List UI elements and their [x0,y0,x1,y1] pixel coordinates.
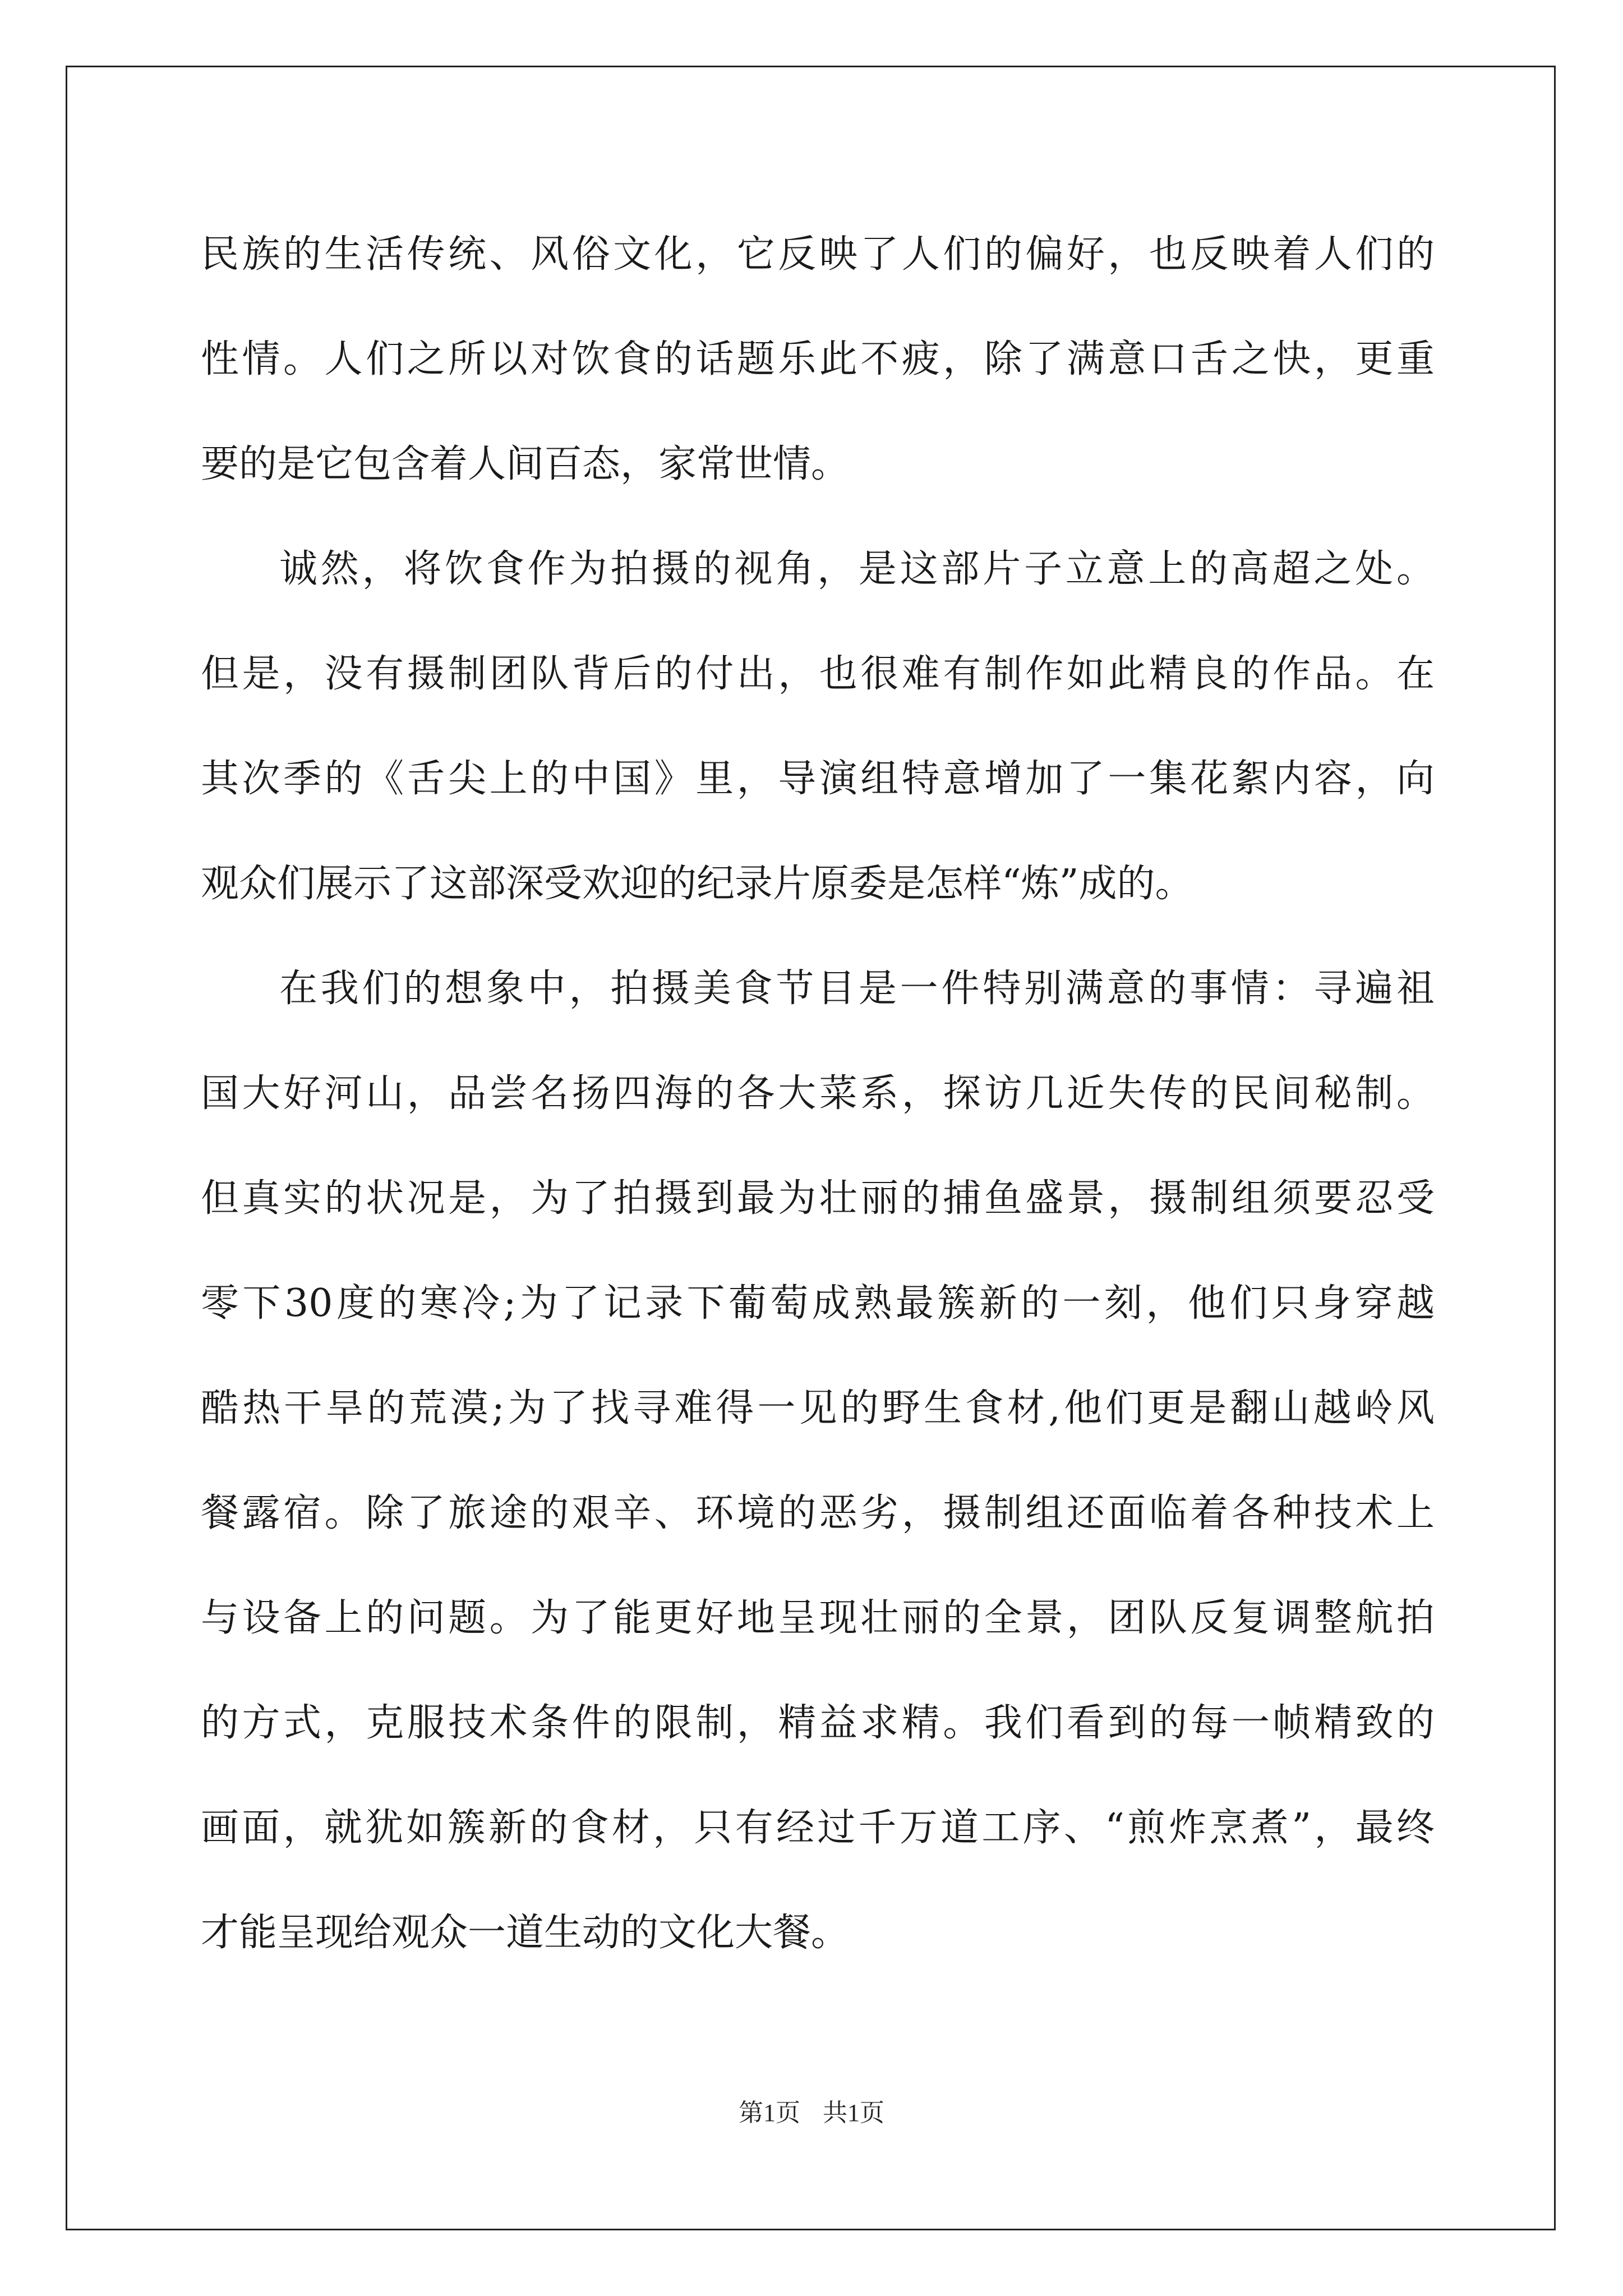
text-line: 国大好河山，品尝名扬四海的各大菜系，探访几近失传的民间秘制。 [201,1071,1435,1116]
page-footer [0,2092,1623,2128]
text-line: 与设备上的问题。为了能更好地呈现壮丽的全景，团队反复调整航拍 [201,1596,1435,1640]
text-line: 的方式，克服技术条件的限制，精益求精。我们看到的每一帧精致的 [201,1701,1435,1745]
text-line: 要的是它包含着人间百态，家常世情。 [201,442,850,486]
text-line: 餐露宿。除了旅途的艰辛、环境的恶劣，摄制组还面临着各种技术上 [201,1491,1435,1535]
text-line: 在我们的想象中，拍摄美食节目是一件特别满意的事情：寻遍祖 [279,967,1435,1011]
text-line: 但是，没有摄制团队背后的付出，也很难有制作如此精良的作品。在 [201,652,1435,696]
text-line: 酷热干旱的荒漠;为了找寻难得一见的野生食材,他们更是翻山越岭风 [201,1386,1435,1430]
text-line: 性情。人们之所以对饮食的话题乐此不疲，除了满意口舌之快，更重 [201,337,1435,381]
text-line: 民族的生活传统、风俗文化，它反映了人们的偏好，也反映着人们的 [201,232,1435,277]
text-line: 画面，就犹如簇新的食材，只有经过千万道工序、“煎炸烹煮”，最终 [201,1806,1435,1850]
document-body [201,202,1435,1985]
text-line: 但真实的状况是，为了拍摄到最为壮丽的捕鱼盛景，摄制组须要忍受 [201,1176,1435,1221]
text-line: 观众们展示了这部深受欢迎的纪录片原委是怎样“炼”成的。 [201,862,1193,906]
text-line: 诚然，将饮食作为拍摄的视角，是这部片子立意上的高超之处。 [279,547,1435,591]
text-line: 其次季的《舌尖上的中国》里，导演组特意增加了一集花絮内容，向 [201,757,1435,801]
page-total: 共1页 [823,2099,884,2127]
text-line: 零下30度的寒冷;为了记录下葡萄成熟最簇新的一刻，他们只身穿越 [201,1281,1435,1326]
page-number: 第1页 [739,2099,800,2127]
text-line: 才能呈现给观众一道生动的文化大餐。 [201,1911,850,1955]
